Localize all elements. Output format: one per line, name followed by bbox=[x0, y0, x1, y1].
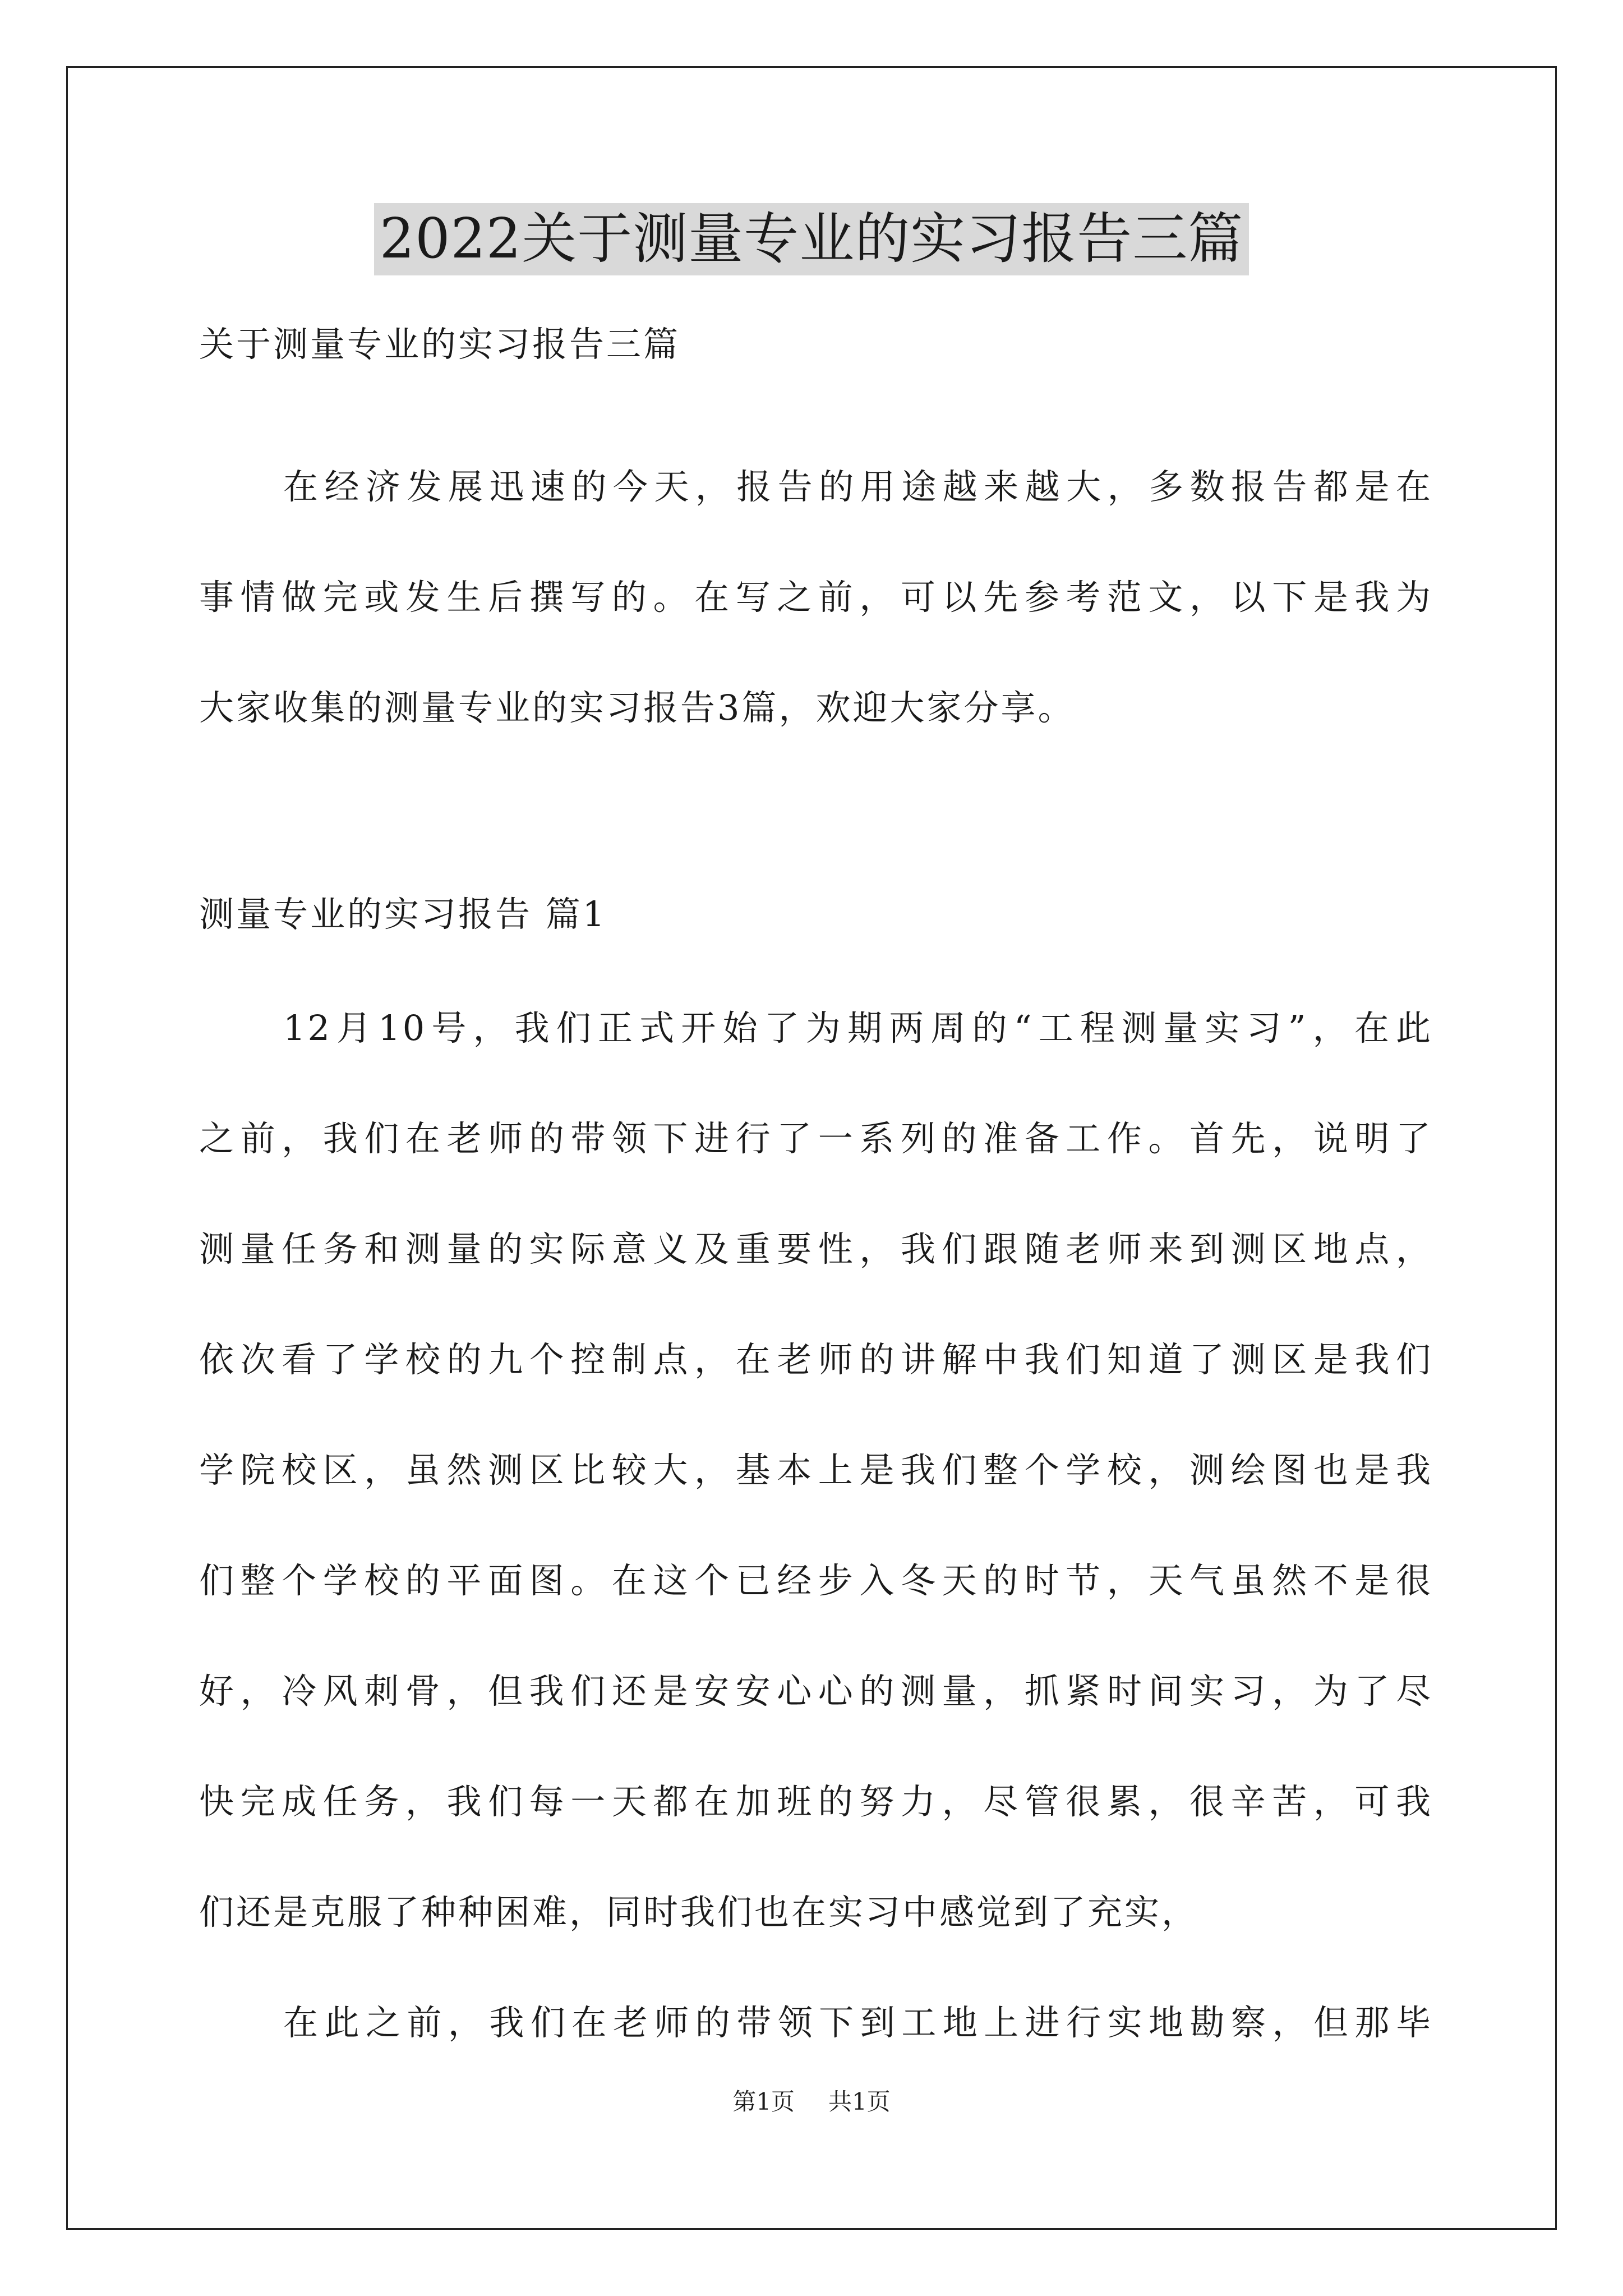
intro-line: 大家收集的测量专业的实习报告3篇，欢迎大家分享。 bbox=[199, 687, 1075, 728]
document-title: 2022关于测量专业的实习报告三篇 bbox=[374, 203, 1249, 275]
title-container bbox=[0, 203, 1623, 275]
paragraph-line: 12月10号，我们正式开始了为期两周的“工程测量实习”，在此 bbox=[283, 1007, 1433, 1048]
intro-line: 在经济发展迅速的今天，报告的用途越来越大，多数报告都是在 bbox=[283, 466, 1433, 507]
paragraph-line: 之前，我们在老师的带领下进行了一系列的准备工作。首先，说明了 bbox=[199, 1118, 1433, 1159]
paragraph-line: 依次看了学校的九个控制点，在老师的讲解中我们知道了测区是我们 bbox=[199, 1339, 1433, 1380]
paragraph-line: 们整个学校的平面图。在这个已经步入冬天的时节，天气虽然不是很 bbox=[199, 1560, 1433, 1601]
paragraph-line: 们还是克服了种种困难，同时我们也在实习中感觉到了充实， bbox=[199, 1892, 1199, 1932]
section-heading: 测量专业的实习报告 篇1 bbox=[199, 894, 607, 935]
paragraph-line: 快完成任务，我们每一天都在加班的努力，尽管很累，很辛苦，可我 bbox=[199, 1781, 1433, 1822]
paragraph-line: 学院校区，虽然测区比较大，基本上是我们整个学校，测绘图也是我 bbox=[199, 1450, 1433, 1490]
paragraph-line: 好，冷风刺骨，但我们还是安安心心的测量，抓紧时间实习，为了尽 bbox=[199, 1671, 1433, 1711]
page-footer bbox=[0, 2087, 1623, 2116]
page-number: 第1页 bbox=[732, 2088, 795, 2115]
page-total: 共1页 bbox=[828, 2088, 891, 2115]
document-subtitle: 关于测量专业的实习报告三篇 bbox=[199, 324, 681, 365]
paragraph-line: 测量任务和测量的实际意义及重要性，我们跟随老师来到测区地点， bbox=[199, 1228, 1433, 1269]
intro-line: 事情做完或发生后撰写的。在写之前，可以先参考范文，以下是我为 bbox=[199, 577, 1433, 618]
paragraph-line: 在此之前，我们在老师的带领下到工地上进行实地勘察，但那毕 bbox=[283, 2002, 1433, 2043]
